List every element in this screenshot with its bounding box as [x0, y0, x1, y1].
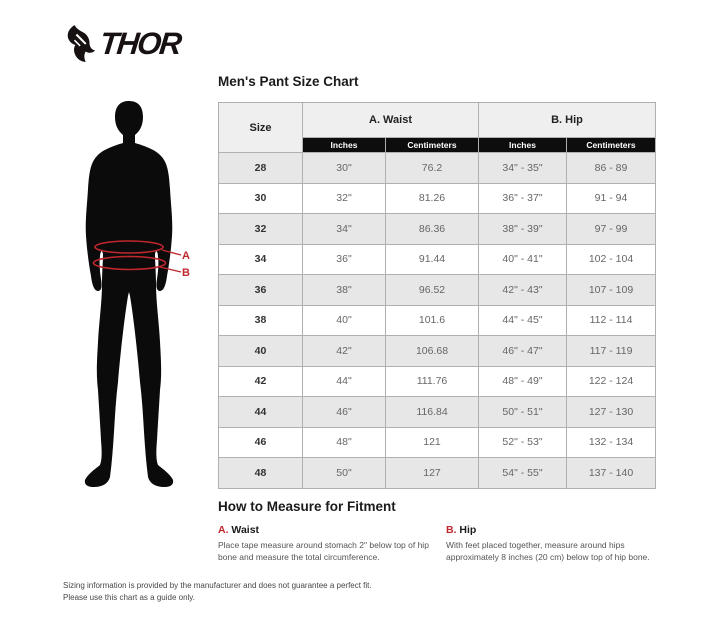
table-row — [219, 397, 656, 428]
cell-hip-in: 48" - 49" — [479, 366, 567, 397]
cell-waist-cm: 111.76 — [386, 366, 479, 397]
cell-waist-cm: 127 — [386, 458, 479, 489]
cell-waist-in: 36" — [303, 244, 386, 275]
disclaimer-line-2: Please use this chart as a guide only. — [63, 593, 195, 603]
disclaimer — [63, 580, 372, 605]
thor-logo-text: THOR — [98, 25, 182, 61]
cell-hip-in: 40" - 41" — [479, 244, 567, 275]
cell-hip-in: 34" - 35" — [479, 153, 567, 184]
measure-waist-letter: A. — [218, 524, 229, 536]
measure-waist-title — [218, 524, 432, 536]
measure-section-hip — [446, 524, 668, 564]
cell-waist-in: 38" — [303, 275, 386, 306]
table-row — [219, 214, 656, 245]
cell-hip-cm: 107 - 109 — [567, 275, 656, 306]
measure-waist-text: Place tape measure around stomach 2" below top of hip bone and measure the total circumference. — [218, 540, 429, 563]
cell-waist-in: 34" — [303, 214, 386, 245]
male-silhouette-shape — [85, 101, 173, 487]
cell-size: 28 — [219, 153, 303, 184]
measure-hip-name: Hip — [459, 524, 477, 536]
measure-hip-letter: B. — [446, 524, 457, 536]
column-header-size: Size — [219, 103, 303, 153]
thor-logo — [66, 24, 180, 62]
cell-hip-cm: 127 - 130 — [567, 397, 656, 428]
male-silhouette-image — [72, 100, 192, 490]
cell-waist-in: 44" — [303, 366, 386, 397]
subheader-hip-centimeters: Centimeters — [567, 138, 656, 153]
cell-waist-cm: 101.6 — [386, 305, 479, 336]
hip-label-b: B — [182, 267, 190, 279]
cell-hip-in: 50" - 51" — [479, 397, 567, 428]
column-group-hip: B. Hip — [479, 103, 656, 138]
cell-waist-cm: 96.52 — [386, 275, 479, 306]
measure-hip-title — [446, 524, 668, 536]
cell-hip-cm: 102 - 104 — [567, 244, 656, 275]
waist-label-a: A — [182, 250, 190, 262]
cell-size: 42 — [219, 366, 303, 397]
size-chart-table — [218, 102, 656, 489]
cell-hip-in: 52" - 53" — [479, 427, 567, 458]
subheader-waist-centimeters: Centimeters — [386, 138, 479, 153]
cell-hip-cm: 122 - 124 — [567, 366, 656, 397]
cell-hip-cm: 117 - 119 — [567, 336, 656, 367]
cell-hip-in: 54" - 55" — [479, 458, 567, 489]
cell-waist-cm: 86.36 — [386, 214, 479, 245]
column-group-waist: A. Waist — [303, 103, 479, 138]
measure-section-waist — [218, 524, 432, 564]
male-figure-diagram — [72, 100, 192, 490]
cell-hip-in: 42" - 43" — [479, 275, 567, 306]
cell-size: 40 — [219, 336, 303, 367]
cell-hip-cm: 137 - 140 — [567, 458, 656, 489]
cell-hip-in: 44" - 45" — [479, 305, 567, 336]
table-row — [219, 427, 656, 458]
table-row — [219, 305, 656, 336]
cell-size: 48 — [219, 458, 303, 489]
table-row — [219, 275, 656, 306]
cell-size: 30 — [219, 183, 303, 214]
cell-waist-cm: 116.84 — [386, 397, 479, 428]
cell-hip-in: 38" - 39" — [479, 214, 567, 245]
table-row — [219, 244, 656, 275]
table-row — [219, 366, 656, 397]
cell-waist-in: 30" — [303, 153, 386, 184]
cell-size: 32 — [219, 214, 303, 245]
disclaimer-line-1: Sizing information is provided by the manufacturer and does not guarantee a perfect fit. — [63, 581, 372, 590]
subheader-hip-inches: Inches — [479, 138, 567, 153]
cell-waist-in: 50" — [303, 458, 386, 489]
cell-size: 44 — [219, 397, 303, 428]
cell-size: 34 — [219, 244, 303, 275]
table-row — [219, 336, 656, 367]
cell-waist-in: 46" — [303, 397, 386, 428]
cell-hip-cm: 91 - 94 — [567, 183, 656, 214]
cell-size: 46 — [219, 427, 303, 458]
thor-ram-head-icon — [66, 24, 98, 62]
cell-waist-in: 32" — [303, 183, 386, 214]
cell-hip-cm: 97 - 99 — [567, 214, 656, 245]
measure-waist-name: Waist — [231, 524, 260, 536]
table-row — [219, 458, 656, 489]
table-row — [219, 183, 656, 214]
how-to-measure-heading: How to Measure for Fitment — [218, 499, 396, 514]
cell-hip-cm: 86 - 89 — [567, 153, 656, 184]
cell-waist-cm: 76.2 — [386, 153, 479, 184]
cell-hip-in: 36" - 37" — [479, 183, 567, 214]
cell-waist-in: 48" — [303, 427, 386, 458]
cell-hip-cm: 132 - 134 — [567, 427, 656, 458]
table-group-header-row — [219, 103, 656, 138]
table-row — [219, 153, 656, 184]
cell-waist-cm: 121 — [386, 427, 479, 458]
cell-waist-in: 40" — [303, 305, 386, 336]
page-title: Men's Pant Size Chart — [218, 74, 359, 89]
cell-hip-in: 46" - 47" — [479, 336, 567, 367]
cell-waist-in: 42" — [303, 336, 386, 367]
cell-hip-cm: 112 - 114 — [567, 305, 656, 336]
subheader-waist-inches: Inches — [303, 138, 386, 153]
cell-waist-cm: 81.26 — [386, 183, 479, 214]
cell-waist-cm: 106.68 — [386, 336, 479, 367]
cell-size: 36 — [219, 275, 303, 306]
measure-hip-text: With feet placed together, measure around hips approximately 8 inches (20 cm) below top of hip bone. — [446, 540, 650, 563]
cell-waist-cm: 91.44 — [386, 244, 479, 275]
cell-size: 38 — [219, 305, 303, 336]
